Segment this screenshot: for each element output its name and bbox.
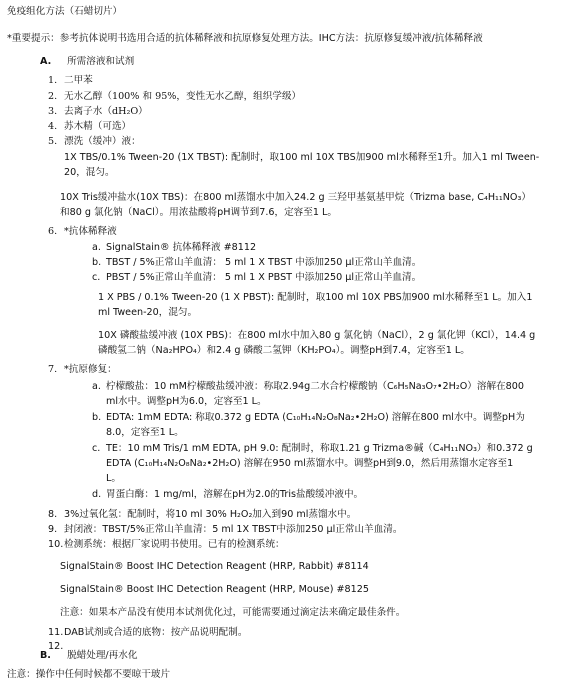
list-item: 3. 去离子水（dH₂O） xyxy=(48,106,148,117)
sub-item: a. 柠檬酸盐：10 mM柠檬酸盐缓冲液：称取2.94g二水合柠檬酸钠（C₆H₅Na₃O₇•2H₂O）溶解在800 xyxy=(92,381,524,392)
sub-item: a. SignalStain® 抗体稀释液 #8112 xyxy=(92,242,257,253)
reagent-mouse: SignalStain® Boost IHC Detection Reagent (HRP, Mouse) #8125 xyxy=(60,584,369,595)
tbst-recipe-line-1: 1X TBS/0.1% Tween-20 (1X TBST): 配制时，取100 ml 10X TBS加900 ml水稀释至1升。加入1 ml Tween- xyxy=(64,152,540,163)
sub-item: b. TBST / 5%正常山羊血清： 5 ml 1 X TBST 中添加250 µl正常山羊血清。 xyxy=(92,257,422,268)
list-item: 12. xyxy=(48,641,64,652)
page-title: 免疫组化方法（石蜡切片） xyxy=(7,6,123,17)
sub-item: d. 胃蛋白酶：1 mg/ml，溶解在pH为2.0的Tris盐酸缓冲液中。 xyxy=(92,489,364,500)
list-item: 9. 封闭液：TBST/5%正常山羊血清：5 ml 1X TBST中添加250 µl正常山羊血清。 xyxy=(48,524,403,535)
sub-item-continuation: L。 xyxy=(106,473,121,484)
list-item: 4. 苏木精（可选） xyxy=(48,121,132,132)
optimize-note: 注意：如果本产品没有使用本试剂优化过，可能需要通过滴定法来确定最佳条件。 xyxy=(60,607,406,618)
sub-item: c. PBST / 5%正常山羊血清： 5 ml 1 X PBST 中添加250 µl正常山羊血清。 xyxy=(92,272,422,283)
important-note: *重要提示：参考抗体说明书选用合适的抗体稀释液和抗原修复处理方法。IHC方法：抗原修复缓冲液/抗体稀释液 xyxy=(7,33,483,44)
list-item: 7. *抗原修复： xyxy=(48,364,117,375)
sub-item-continuation: EDTA (C₁₀H₁₄N₂O₈Na₂•2H₂O) 溶解在950 ml蒸馏水中。调整pH到9.0，然后用蒸馏水定容至1 xyxy=(106,458,514,469)
sub-item-continuation: ml水中。调整pH为6.0，定容至1 L。 xyxy=(106,396,267,407)
sub-item-continuation: 8.0，定容至1 L。 xyxy=(106,427,184,438)
sub-item: b. EDTA: 1mM EDTA: 称取0.372 g EDTA (C₁₀H₁₄N₂O₈Na₂•2H₂O) 溶解在800 ml水中。调整pH为 xyxy=(92,412,525,423)
reagent-rabbit: SignalStain® Boost IHC Detection Reagent (HRP, Rabbit) #8114 xyxy=(60,561,369,572)
tris-recipe-line-1: 10X Tris缓冲盐水(10X TBS)：在800 ml蒸馏水中加入24.2 g 三羟甲基氨基甲烷（Trizma base, C₄H₁₁NO₃） xyxy=(60,192,531,203)
section-a-title: 所需溶液和试剂 xyxy=(67,56,135,67)
list-item: 10.检测系统：根据厂家说明书使用。已有的检测系统： xyxy=(48,539,285,550)
pbst-recipe-line-2: ml Tween-20，混匀。 xyxy=(98,307,198,318)
pbs10-recipe-line-1: 10X 磷酸盐缓冲液 (10X PBS)：在800 ml水中加入80 g 氯化钠（NaCl），2 g 氯化钾（KCl），14.4 g xyxy=(98,330,536,341)
section-a-heading xyxy=(40,56,134,68)
pbst-recipe-line-1: 1 X PBS / 0.1% Tween-20 (1 X PBST): 配制时，取100 ml 10X PBS加900 ml水稀释至1 L。加入1 xyxy=(98,292,533,303)
tbst-recipe-line-2: 20，混匀。 xyxy=(64,167,115,178)
section-b-letter: B. xyxy=(40,650,51,661)
list-item: 1. 二甲苯 xyxy=(48,75,93,86)
sub-item: c. TE：10 mM Tris/1 mM EDTA, pH 9.0: 配制时，称取1.21 g Trizma®碱（C₄H₁₁NO₃）和0.372 g xyxy=(92,443,533,454)
list-item: 8. 3%过氧化氢：配制时，将10 ml 30% H₂O₂加入到90 ml蒸馏水中。 xyxy=(48,509,357,520)
tris-recipe-line-2: 和80 g 氯化钠（NaCl）。用浓盐酸将pH调节到7.6，定容至1 L。 xyxy=(60,207,337,218)
pbs10-recipe-line-2: 磷酸氢二钠（Na₂HPO₄）和2.4 g 磷酸二氢钾（KH₂PO₄）。调整pH到7.4，定容至1 L。 xyxy=(98,345,470,356)
list-item: 6. *抗体稀释液 xyxy=(48,226,117,237)
list-item: 11.DAB试剂或合适的底物：按产品说明配制。 xyxy=(48,627,248,638)
footer-note: 注意：操作中任何时候都不要晾干玻片 xyxy=(7,669,171,680)
section-a-letter: A. xyxy=(40,56,52,67)
list-item: 5. 漂洗（缓冲）液： xyxy=(48,136,141,147)
list-item: 2. 无水乙醇（100% 和 95%，变性无水乙醇，组织学级） xyxy=(48,91,302,102)
section-b-title: 脱蜡处理/再水化 xyxy=(67,650,138,661)
section-b-heading xyxy=(40,650,137,662)
